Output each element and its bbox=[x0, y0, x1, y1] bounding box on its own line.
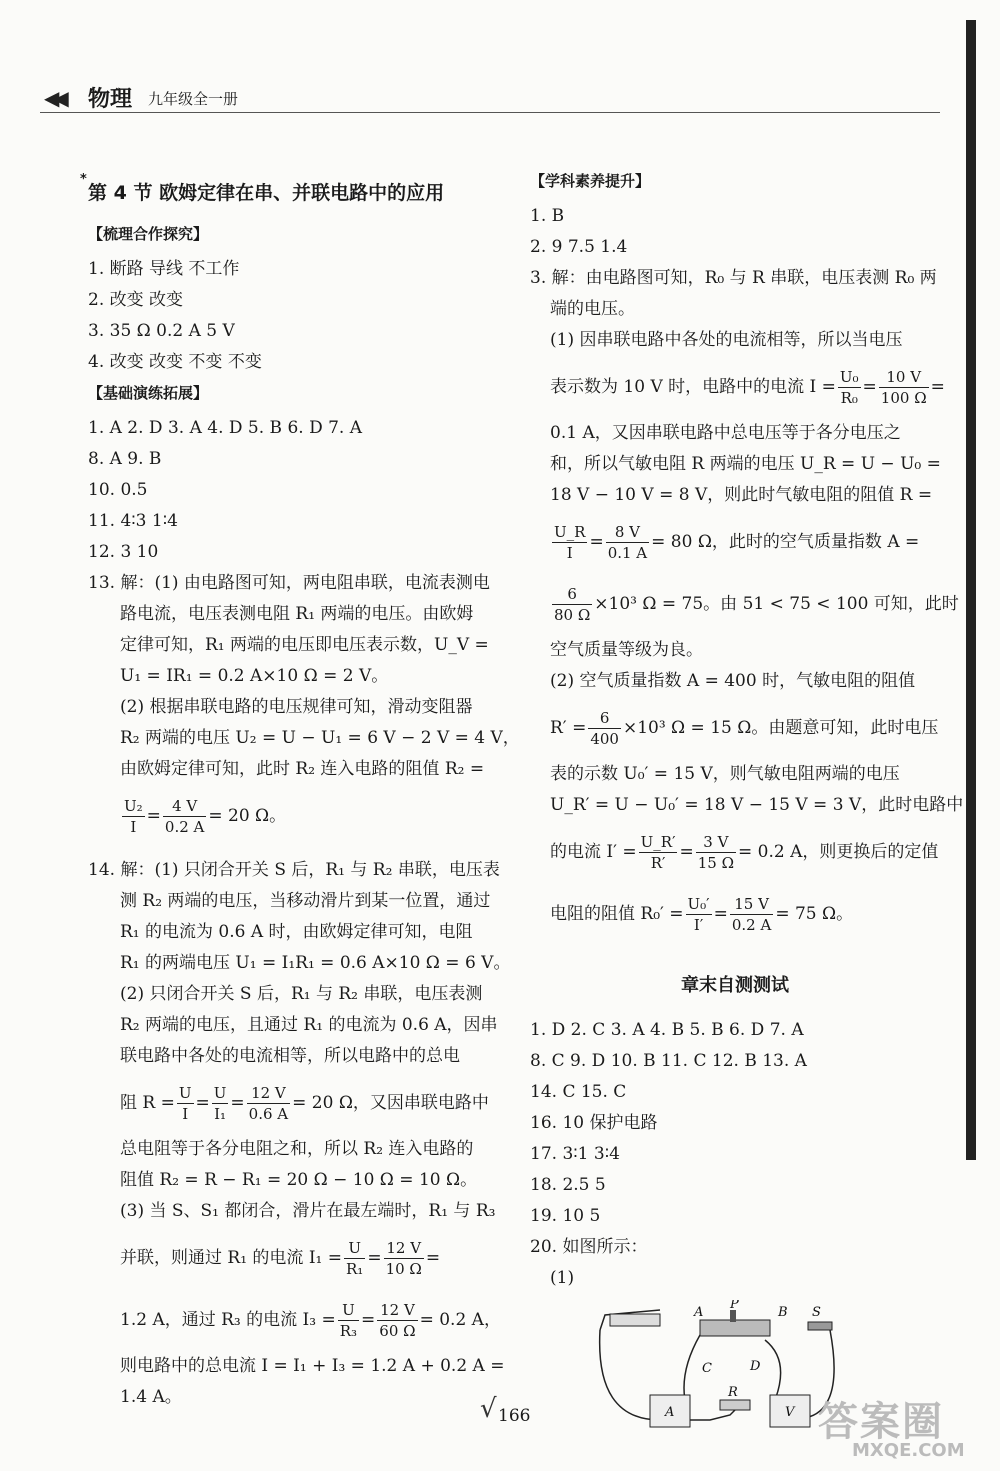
heading-review: 【梳理合作探究】 bbox=[88, 225, 209, 243]
header-grade: 九年级全一册 bbox=[148, 90, 239, 108]
answer-line: 8. C 9. D 10. B 11. C 12. B 13. A bbox=[530, 1051, 807, 1071]
fraction: $\frac{12 V}{60 \Omega}$ bbox=[379, 1301, 416, 1340]
answer-line: 1. D 2. C 3. A 4. B 5. B 6. D 7. A bbox=[530, 1020, 804, 1040]
label-b: B bbox=[778, 1305, 788, 1320]
label-a: A bbox=[694, 1305, 704, 1320]
answer-line: 20. 如图所示： bbox=[530, 1237, 648, 1257]
fraction: $\frac{U\_R}{I}$ bbox=[554, 523, 586, 562]
solution-line: 路电流，电压表测电阻 R₁ 两端的电压。由欧姆 bbox=[120, 604, 474, 624]
circuit-wire-c bbox=[684, 1335, 700, 1400]
solution-line: 0.1 A，又因串联电路中总电压等于各分电压之 bbox=[550, 423, 901, 443]
fraction: $\frac{12 V}{10 \Omega}$ bbox=[385, 1239, 422, 1278]
solution-formula-line: $\frac{6}{80 \Omega}$ ×10³ Ω = 75。由 51 < 75 < 100 可知，此时 bbox=[554, 585, 959, 624]
fraction: $\frac{3 V}{15 \Omega}$ bbox=[697, 833, 735, 872]
answer-line: 3. 35 Ω 0.2 A 5 V bbox=[88, 321, 235, 341]
solution-line: 阻值 R₂ = R − R₁ = 20 Ω − 10 Ω = 10 Ω。 bbox=[120, 1170, 478, 1190]
fraction: $\frac{\text{U₀}}{\text{R₀}}$ bbox=[839, 368, 859, 407]
solution-line: 测 R₂ 两端的电压，当移动滑片到某一位置，通过 bbox=[120, 891, 491, 911]
section-title bbox=[80, 172, 493, 205]
solution-line: 表的示数 U₀′ = 15 V，则气敏电阻两端的电压 bbox=[550, 764, 900, 784]
answer-line: 2. 改变 改变 bbox=[88, 290, 184, 310]
resistor-icon bbox=[720, 1400, 750, 1410]
fraction: $\frac{15 V}{0.2 A}$ bbox=[731, 895, 772, 934]
solution-line: 定律可知，R₁ 两端的电压即电压表示数，U_V = bbox=[120, 635, 489, 655]
fraction: $\frac{U}{\text{R₃}}$ bbox=[339, 1301, 358, 1340]
solution-formula-line: 1.2 A，通过 R₃ 的电流 I₃ = $\frac{U}{\text{R₃}}$ = $\frac{12 V}{60 \Omega}$ = 0.2 A， bbox=[120, 1301, 501, 1340]
solution-line: 联电路中各处的电流相等，所以电路中的总电 bbox=[120, 1046, 460, 1066]
solution-line: R₂ 两端的电压，且通过 R₁ 的电流为 0.6 A，因串 bbox=[120, 1015, 498, 1035]
fraction: $\frac{4 V}{0.2 A}$ bbox=[164, 797, 205, 836]
solution-line: 则电路中的总电流 I = I₁ + I₃ = 1.2 A + 0.2 A = bbox=[120, 1356, 505, 1376]
circuit-wire-d bbox=[765, 1340, 781, 1400]
chapter-test-title: 章末自测测试 bbox=[681, 975, 789, 996]
solution-formula-line: 并联，则通过 R₁ 的电流 I₁ = $\frac{U}{\text{R₁}}$ = $\frac{12 V}{10 \Omega}$ = bbox=[120, 1239, 441, 1278]
label-p: P bbox=[730, 1300, 739, 1312]
answer-line: 10. 0.5 bbox=[88, 480, 148, 500]
solution-line: (2) 根据串联电路的电压规律可知，滑动变阻器 bbox=[120, 697, 473, 717]
section-title-text: 第 4 节 欧姆定律在串、并联电路中的应用 bbox=[88, 182, 445, 204]
fraction: $\frac{8 V}{0.1 A}$ bbox=[607, 523, 648, 562]
answer-line: 4. 改变 改变 不变 不变 bbox=[88, 352, 262, 372]
page-mark-icon: √ bbox=[480, 1394, 497, 1424]
solution-formula-line: $\frac{\text{U₂}}{I}$ = $\frac{4 V}{0.2 A}$ = 20 Ω。 bbox=[124, 797, 287, 836]
label-r: R bbox=[728, 1385, 738, 1400]
solution-line: 3. 解：由电路图可知，R₀ 与 R 串联，电压表测 R₀ 两 bbox=[530, 268, 937, 288]
solution-line: (2) 只闭合开关 S 后，R₁ 与 R₂ 串联，电压表测 bbox=[120, 984, 483, 1004]
section-star: * bbox=[80, 172, 87, 187]
label-d: D bbox=[750, 1359, 761, 1374]
fraction: $\frac{12 V}{0.6 A}$ bbox=[248, 1084, 289, 1123]
answer-line: 18. 2.5 5 bbox=[530, 1175, 606, 1195]
solution-formula-line: $\frac{U\_R}{I}$ = $\frac{8 V}{0.1 A}$ = 80 Ω，此时的空气质量指数 A = bbox=[554, 523, 920, 562]
answer-line: 1. 断路 导线 不工作 bbox=[88, 259, 240, 279]
heading-basic: 【基础演练拓展】 bbox=[88, 384, 209, 402]
fraction: $\frac{6}{80 \Omega}$ bbox=[554, 585, 591, 624]
solution-line: U₁ = IR₁ = 0.2 A×10 Ω = 2 V。 bbox=[120, 666, 389, 686]
watermark-url: MXQE.COM bbox=[852, 1440, 965, 1461]
heading-literacy: 【学科素养提升】 bbox=[530, 172, 651, 190]
fraction: $\frac{\text{U₂}}{I}$ bbox=[124, 797, 143, 836]
solution-line: 端的电压。 bbox=[550, 299, 635, 319]
solution-line: (1) 因串联电路中各处的电流相等，所以当电压 bbox=[550, 330, 903, 350]
solution-line: 由欧姆定律可知，此时 R₂ 连入电路的阻值 R₂ = bbox=[120, 759, 485, 779]
header-rule bbox=[40, 112, 940, 113]
solution-line: (3) 当 S、S₁ 都闭合，滑片在最左端时，R₁ 与 R₃ bbox=[120, 1201, 496, 1221]
page-number bbox=[480, 1394, 531, 1426]
fraction: $\frac{6}{400}$ bbox=[590, 709, 619, 748]
answer-line: 16. 10 保护电路 bbox=[530, 1113, 658, 1133]
fraction: $\frac{U\_R'}{R'}$ bbox=[640, 833, 676, 872]
answer-line: 1. B bbox=[530, 206, 565, 226]
answer-line: 11. 4∶3 1∶4 bbox=[88, 511, 178, 531]
solution-formula-line: 阻 R = $\frac{U}{I}$ = $\frac{U}{\text{I₁}}$ = $\frac{12 V}{0.6 A}$ = 20 Ω，又因串联电路中 bbox=[120, 1084, 489, 1123]
fraction: $\frac{U}{\text{I₁}}$ bbox=[213, 1084, 227, 1123]
answer-line: 19. 10 5 bbox=[530, 1206, 601, 1226]
answer-line: (1) bbox=[550, 1268, 575, 1288]
solution-line: R₁ 的电流为 0.6 A 时，由欧姆定律可知，电阻 bbox=[120, 922, 473, 942]
label-voltmeter: V bbox=[785, 1405, 795, 1420]
answer-line: 17. 3∶1 3∶4 bbox=[530, 1144, 620, 1164]
label-s: S bbox=[812, 1305, 821, 1320]
solution-line: R₁ 的两端电压 U₁ = I₁R₁ = 0.6 A×10 Ω = 6 V。 bbox=[120, 953, 511, 973]
solution-formula-line: 的电流 I′ = $\frac{U\_R'}{R'}$ = $\frac{3 V}{15 \Omega}$ = 0.2 A，则更换后的定值 bbox=[550, 833, 939, 872]
solution-line: 18 V − 10 V = 8 V，则此时气敏电阻的阻值 R = bbox=[550, 485, 933, 505]
solution-formula-line: R′ = $\frac{6}{400}$ ×10³ Ω = 15 Ω。由题意可知，此时电压 bbox=[550, 709, 939, 748]
fraction: $\frac{U}{I}$ bbox=[178, 1084, 192, 1123]
label-ammeter: A bbox=[665, 1405, 675, 1420]
page-number-text: 166 bbox=[498, 1406, 531, 1426]
solution-formula-line: 表示数为 10 V 时，电路中的电流 I = $\frac{\text{U₀}}{\text{R₀}}$ = $\frac{10 V}{100 \Omega}$ = bbox=[550, 368, 945, 407]
solution-line: R₂ 两端的电压 U₂ = U − U₁ = 6 V − 2 V = 4 V， bbox=[120, 728, 520, 748]
header-arrows: ◀◀ bbox=[44, 86, 63, 110]
solution-line: U_R′ = U − U₀′ = 18 V − 15 V = 3 V，此时电路中 bbox=[550, 795, 964, 815]
answer-line: 8. A 9. B bbox=[88, 449, 162, 469]
solution-line: 空气质量等级为良。 bbox=[550, 640, 703, 660]
label-c: C bbox=[702, 1361, 712, 1376]
rheostat-icon bbox=[700, 1320, 770, 1336]
switch-icon bbox=[808, 1322, 832, 1330]
answer-line: 12. 3 10 bbox=[88, 542, 159, 562]
page-spine-edge bbox=[966, 20, 976, 1160]
fraction: $\frac{10 V}{100 \Omega}$ bbox=[880, 368, 927, 407]
solution-line: 14. 解：(1) 只闭合开关 S 后，R₁ 与 R₂ 串联，电压表 bbox=[88, 860, 500, 880]
left-column bbox=[80, 172, 520, 1413]
header-subject: 物理 bbox=[88, 87, 133, 112]
answer-line: 1. A 2. D 3. A 4. D 5. B 6. D 7. A bbox=[88, 418, 363, 438]
answer-line: 2. 9 7.5 1.4 bbox=[530, 237, 628, 257]
solution-line: 总电阻等于各分电阻之和，所以 R₂ 连入电路的 bbox=[120, 1139, 474, 1159]
right-column bbox=[530, 170, 964, 1435]
solution-line: 13. 解：(1) 由电路图可知，两电阻串联，电流表测电 bbox=[88, 573, 490, 593]
solution-formula-line: 电阻的阻值 R₀′ = $\frac{\text{U₀′}}{I'}$ = $\frac{15 V}{0.2 A}$ = 75 Ω。 bbox=[550, 895, 854, 934]
solution-line: (2) 空气质量指数 A = 400 时，气敏电阻的阻值 bbox=[550, 671, 916, 691]
fraction: $\frac{U}{\text{R₁}}$ bbox=[346, 1239, 364, 1278]
circuit-diagram bbox=[590, 1300, 850, 1430]
battery-icon bbox=[610, 1314, 660, 1326]
answer-line: 14. C 15. C bbox=[530, 1082, 627, 1102]
watermark-logo: 答案圈 bbox=[818, 1399, 944, 1445]
solution-line: 和，所以气敏电阻 R 两端的电压 U_R = U − U₀ = bbox=[550, 454, 941, 474]
fraction: $\frac{\text{U₀′}}{I'}$ bbox=[687, 895, 710, 934]
solution-line: 1.4 A。 bbox=[120, 1387, 182, 1407]
